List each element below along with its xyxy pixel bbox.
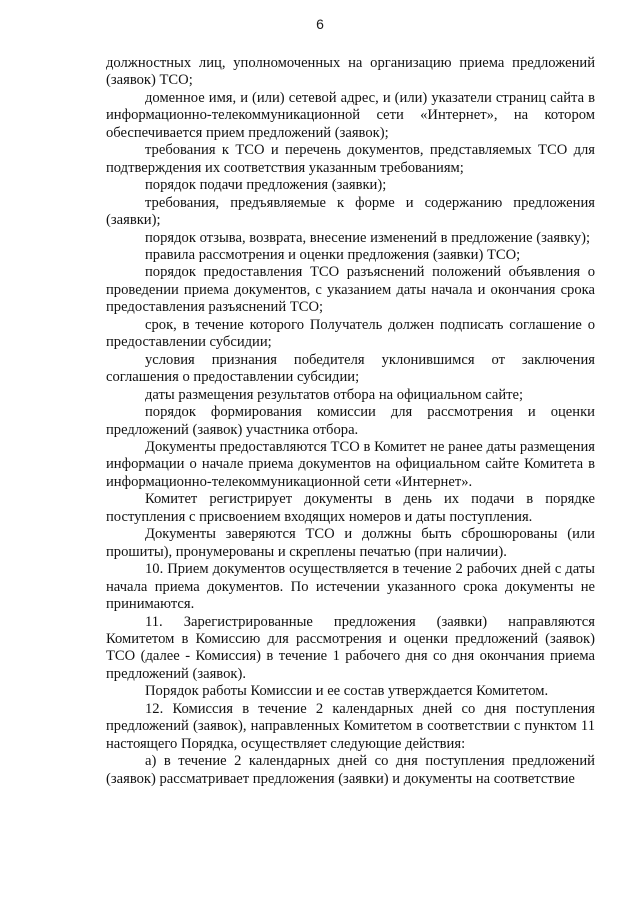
paragraph: 11. Зарегистрированные предложения (заявки) направляются Комитетом в Комиссию для рассмотрения и оценки предложений (заявок) ТСО (далее - Комиссия) в течение 1 рабочего дня со дня окончания приема предложений (заявок). bbox=[106, 613, 595, 682]
document-body bbox=[106, 55, 595, 788]
paragraph: Документы предоставляются ТСО в Комитет не ранее даты размещения информации о начале приема документов на официальном сайте Комитета в информационно-телекоммуникационной сети «Интернет». bbox=[106, 438, 595, 490]
page-number: 6 bbox=[316, 16, 324, 32]
paragraph: Документы заверяются ТСО и должны быть сброшюрованы (или прошиты), пронумерованы и скреплены печатью (при наличии). bbox=[106, 526, 595, 560]
paragraph: должностных лиц, уполномоченных на организацию приема предложений (заявок) ТСО; bbox=[106, 55, 595, 89]
paragraph: доменное имя, и (или) сетевой адрес, и (или) указатели страниц сайта в информационно-телекоммуникационной сети «Интернет», на котором обеспечивается прием предложений (заявок); bbox=[106, 89, 595, 141]
paragraph: 10. Прием документов осуществляется в течение 2 рабочих дней с даты начала приема документов. По истечении указанного срока документы не принимаются. bbox=[106, 561, 595, 613]
paragraph: даты размещения результатов отбора на официальном сайте; bbox=[145, 386, 524, 403]
paragraph: 12. Комиссия в течение 2 календарных дней со дня поступления предложений (заявок), направленных Комитетом в соответствии с пунктом 11 настоящего Порядка, осуществляет следующие действия: bbox=[106, 700, 595, 752]
paragraph: порядок подачи предложения (заявки); bbox=[145, 177, 387, 194]
paragraph: требования к ТСО и перечень документов, представляемых ТСО для подтверждения их соответствия указанным требованиям; bbox=[106, 142, 595, 176]
paragraph: а) в течение 2 календарных дней со дня поступления предложений (заявок) рассматривает предложения (заявки) и документы на соответствие bbox=[106, 753, 595, 787]
paragraph: порядок отзыва, возврата, внесение изменений в предложение (заявку); bbox=[145, 229, 591, 246]
paragraph: порядок предоставления ТСО разъяснений положений объявления о проведении приема документов, с указанием даты начала и окончания срока предоставления разъяснений ТСО; bbox=[106, 264, 595, 316]
paragraph: требования, предъявляемые к форме и содержанию предложения (заявки); bbox=[106, 194, 595, 229]
paragraph: Порядок работы Комиссии и ее состав утверждается Комитетом. bbox=[145, 683, 549, 700]
paragraph: порядок формирования комиссии для рассмотрения и оценки предложений (заявок) участника отбора. bbox=[106, 404, 595, 438]
paragraph: Комитет регистрирует документы в день их подачи в порядке поступления с присвоением входящих номеров и даты поступления. bbox=[106, 491, 595, 525]
paragraph: условия признания победителя уклонившимся от заключения соглашения о предоставлении субсидии; bbox=[106, 351, 595, 386]
paragraph: срок, в течение которого Получатель должен подписать соглашение о предоставлении субсидии; bbox=[106, 316, 595, 351]
paragraph: правила рассмотрения и оценки предложения (заявки) ТСО; bbox=[145, 246, 521, 263]
